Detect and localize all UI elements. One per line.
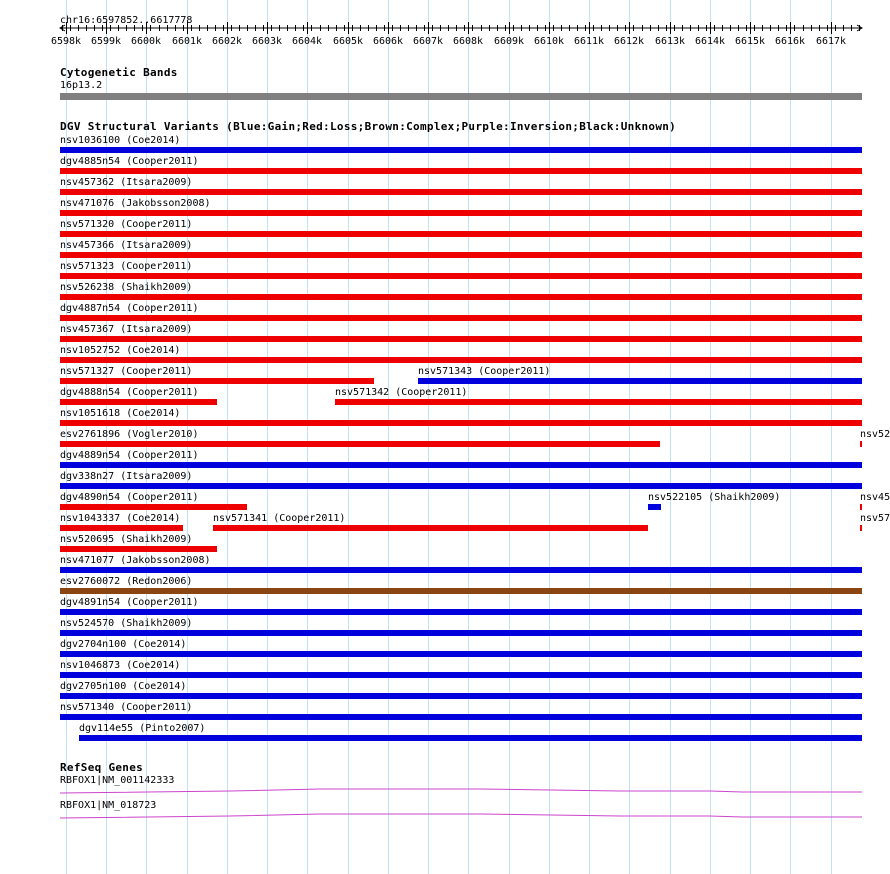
variant-bar-loss[interactable] bbox=[60, 546, 217, 552]
variant-bar-loss[interactable] bbox=[60, 504, 247, 510]
gene-track-line[interactable] bbox=[0, 811, 890, 821]
variant-label: dgv2705n100 (Coe2014) bbox=[60, 681, 187, 692]
grid-line bbox=[831, 0, 832, 874]
ruler-tick-label: 6602k bbox=[211, 36, 243, 47]
variant-bar-gain[interactable] bbox=[60, 714, 862, 720]
variant-label: dgv4888n54 (Cooper2011) bbox=[60, 387, 199, 398]
variant-bar-loss[interactable] bbox=[60, 378, 374, 384]
variant-bar-gain[interactable] bbox=[60, 147, 862, 153]
variant-bar-loss[interactable] bbox=[60, 231, 862, 237]
variant-label: nsv45 bbox=[860, 492, 890, 503]
ruler-tick-label: 6608k bbox=[452, 36, 484, 47]
variant-label: nsv52 bbox=[860, 429, 890, 440]
variant-bar-loss[interactable] bbox=[860, 504, 862, 510]
variant-bar-loss[interactable] bbox=[60, 168, 862, 174]
variant-bar-loss[interactable] bbox=[60, 336, 862, 342]
variant-bar-gain[interactable] bbox=[60, 483, 862, 489]
variant-bar-loss[interactable] bbox=[60, 315, 862, 321]
variant-bar-loss[interactable] bbox=[60, 441, 660, 447]
variant-label: nsv524570 (Shaikh2009) bbox=[60, 618, 193, 629]
variant-label: nsv57 bbox=[860, 513, 890, 524]
variant-label: nsv571320 (Cooper2011) bbox=[60, 219, 193, 230]
variant-bar-gain[interactable] bbox=[60, 630, 862, 636]
gene-transcript[interactable] bbox=[60, 789, 862, 793]
variant-label: nsv522105 (Shaikh2009) bbox=[648, 492, 781, 503]
variant-label: nsv457366 (Itsara2009) bbox=[60, 240, 193, 251]
variant-label: nsv571323 (Cooper2011) bbox=[60, 261, 193, 272]
variant-bar-complex[interactable] bbox=[60, 588, 862, 594]
cytoband-track-title: Cytogenetic Bands bbox=[60, 66, 178, 79]
ruler-tick-label: 6617k bbox=[815, 36, 847, 47]
variant-bar-loss[interactable] bbox=[60, 420, 862, 426]
variant-bar-loss[interactable] bbox=[60, 525, 183, 531]
cytoband-bar[interactable] bbox=[60, 93, 862, 100]
variant-label: nsv571342 (Cooper2011) bbox=[335, 387, 468, 398]
variant-label: nsv471077 (Jakobsson2008) bbox=[60, 555, 211, 566]
gene-label: RBFOX1|NM_018723 bbox=[60, 800, 157, 811]
variant-label: dgv4887n54 (Cooper2011) bbox=[60, 303, 199, 314]
variant-label: nsv1036100 (Coe2014) bbox=[60, 135, 181, 146]
variant-bar-gain[interactable] bbox=[79, 735, 862, 741]
variant-label: esv2761896 (Vogler2010) bbox=[60, 429, 199, 440]
variant-bar-gain[interactable] bbox=[418, 378, 862, 384]
variant-label: nsv457367 (Itsara2009) bbox=[60, 324, 193, 335]
ruler-tick-label: 6609k bbox=[493, 36, 525, 47]
variant-bar-loss[interactable] bbox=[60, 399, 217, 405]
variant-label: nsv1051618 (Coe2014) bbox=[60, 408, 181, 419]
variant-label: nsv520695 (Shaikh2009) bbox=[60, 534, 193, 545]
ruler-tick-label: 6598k bbox=[50, 36, 82, 47]
variant-bar-gain[interactable] bbox=[60, 567, 862, 573]
ruler-tick-label: 6610k bbox=[533, 36, 565, 47]
variant-bar-loss[interactable] bbox=[60, 210, 862, 216]
variant-label: nsv526238 (Shaikh2009) bbox=[60, 282, 193, 293]
variant-label: esv2760072 (Redon2006) bbox=[60, 576, 193, 587]
variant-label: nsv571341 (Cooper2011) bbox=[213, 513, 346, 524]
variant-bar-loss[interactable] bbox=[60, 189, 862, 195]
variant-label: dgv4891n54 (Cooper2011) bbox=[60, 597, 199, 608]
gene-track-line[interactable] bbox=[0, 786, 890, 796]
grid-line bbox=[790, 0, 791, 874]
variant-bar-gain[interactable] bbox=[60, 651, 862, 657]
variant-label: nsv1052752 (Coe2014) bbox=[60, 345, 181, 356]
ruler-tick-label: 6606k bbox=[372, 36, 404, 47]
grid-line bbox=[710, 0, 711, 874]
ruler-tick-label: 6614k bbox=[694, 36, 726, 47]
ruler-tick-label: 6616k bbox=[774, 36, 806, 47]
variant-bar-loss[interactable] bbox=[860, 525, 862, 531]
variant-label: nsv457362 (Itsara2009) bbox=[60, 177, 193, 188]
variant-label: nsv571340 (Cooper2011) bbox=[60, 702, 193, 713]
region-label: chr16:6597852..6617778 bbox=[60, 15, 193, 26]
grid-line bbox=[750, 0, 751, 874]
ruler-tick-label: 6600k bbox=[130, 36, 162, 47]
variant-bar-gain[interactable] bbox=[60, 672, 862, 678]
ruler-tick-label: 6607k bbox=[412, 36, 444, 47]
ruler-tick-label: 6611k bbox=[573, 36, 605, 47]
variant-label: dgv4885n54 (Cooper2011) bbox=[60, 156, 199, 167]
variant-bar-loss[interactable] bbox=[60, 294, 862, 300]
variant-label: dgv4889n54 (Cooper2011) bbox=[60, 450, 199, 461]
variant-label: dgv2704n100 (Coe2014) bbox=[60, 639, 187, 650]
variant-bar-loss[interactable] bbox=[213, 525, 648, 531]
variant-bar-gain[interactable] bbox=[648, 504, 661, 510]
variant-bar-gain[interactable] bbox=[60, 609, 862, 615]
variant-bar-loss[interactable] bbox=[335, 399, 862, 405]
variant-bar-loss[interactable] bbox=[60, 357, 862, 363]
dgv-track-title: DGV Structural Variants (Blue:Gain;Red:Loss;Brown:Complex;Purple:Inversion;Black:Unknown) bbox=[60, 120, 677, 133]
variant-label: nsv1043337 (Coe2014) bbox=[60, 513, 181, 524]
ruler-tick-label: 6601k bbox=[171, 36, 203, 47]
cytoband-label: 16p13.2 bbox=[60, 80, 103, 91]
gene-transcript[interactable] bbox=[60, 814, 862, 818]
variant-bar-loss[interactable] bbox=[860, 441, 862, 447]
ruler-tick-label: 6603k bbox=[251, 36, 283, 47]
ruler-tick-label: 6613k bbox=[654, 36, 686, 47]
ruler-tick-label: 6604k bbox=[291, 36, 323, 47]
ruler-tick-label: 6615k bbox=[734, 36, 766, 47]
variant-label: nsv571343 (Cooper2011) bbox=[418, 366, 551, 377]
variant-label: nsv1046873 (Coe2014) bbox=[60, 660, 181, 671]
variant-bar-gain[interactable] bbox=[60, 693, 862, 699]
variant-label: nsv471076 (Jakobsson2008) bbox=[60, 198, 211, 209]
variant-bar-loss[interactable] bbox=[60, 252, 862, 258]
variant-label: dgv114e55 (Pinto2007) bbox=[79, 723, 206, 734]
ruler-tick-label: 6605k bbox=[332, 36, 364, 47]
refseq-track-title: RefSeq Genes bbox=[60, 761, 144, 774]
variant-label: nsv571327 (Cooper2011) bbox=[60, 366, 193, 377]
variant-bar-loss[interactable] bbox=[60, 273, 862, 279]
scale-ruler bbox=[0, 22, 890, 48]
ruler-tick-label: 6599k bbox=[90, 36, 122, 47]
gene-label: RBFOX1|NM_001142333 bbox=[60, 775, 175, 786]
variant-label: dgv338n27 (Itsara2009) bbox=[60, 471, 193, 482]
variant-label: dgv4890n54 (Cooper2011) bbox=[60, 492, 199, 503]
variant-bar-gain[interactable] bbox=[60, 462, 862, 468]
ruler-tick-label: 6612k bbox=[613, 36, 645, 47]
